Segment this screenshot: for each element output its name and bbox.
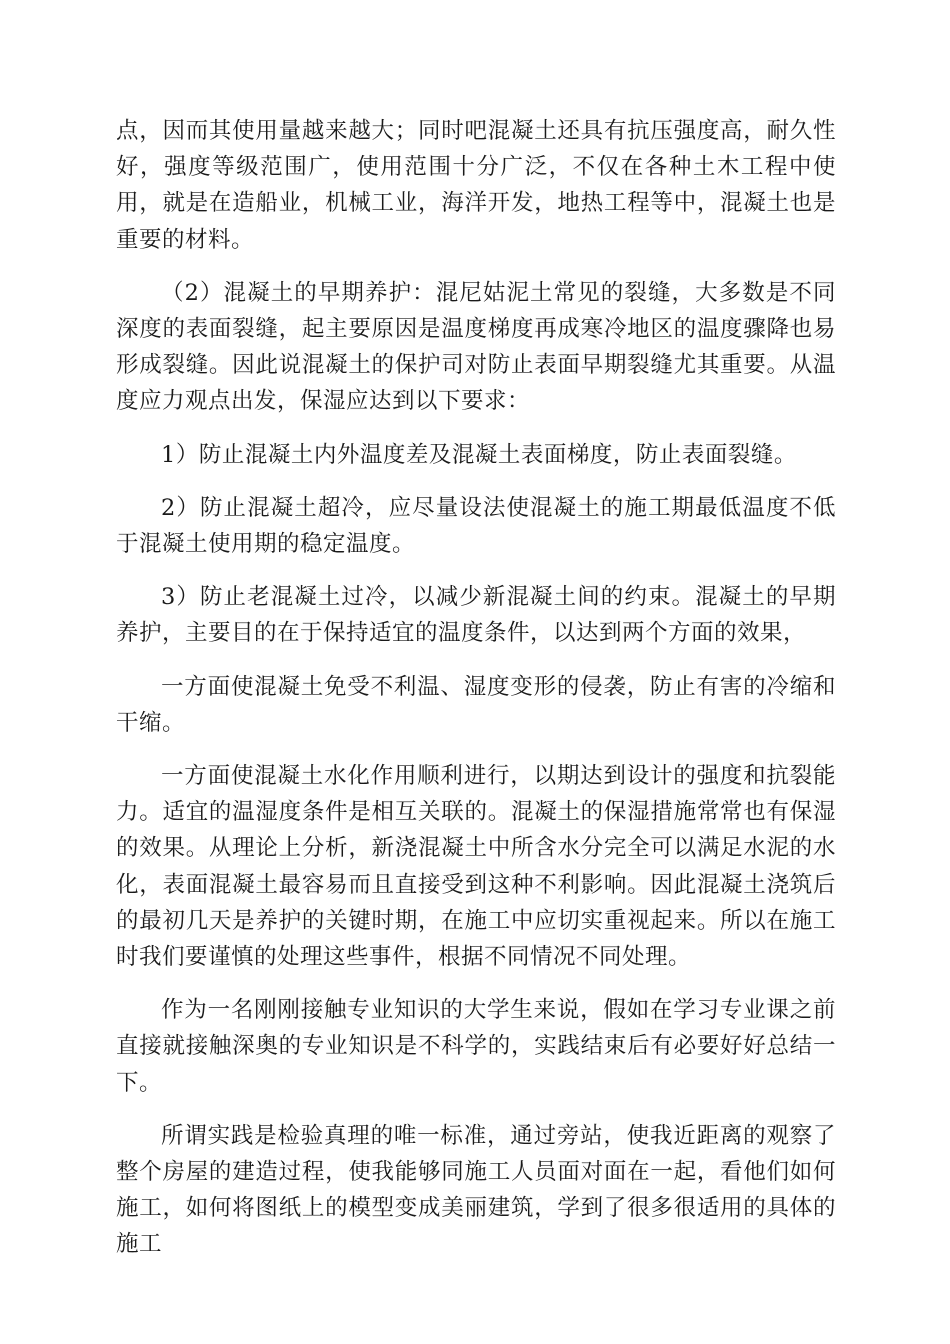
paragraph-early-curing: （2）混凝土的早期养护：混尼姑泥土常见的裂缝，大多数是不同深度的表面裂缝，起主要原因是温度梯度再成寒冷地区的温度骤降也易形成裂缝。因此说混凝土的保护司对防止表面早期裂缝尤其重要。从温度应力观点出发，保湿应达到以下要求： [116,279,836,415]
paragraph-effect-1: 一方面使混凝土免受不利温、湿度变形的侵袭，防止有害的冷缩和干缩。 [116,673,836,736]
document-body [116,113,836,1280]
paragraph-requirement-2: 2）防止混凝土超冷，应尽量设法使混凝土的施工期最低温度不低于混凝土使用期的稳定温度。 [116,494,836,558]
paragraph-concrete-advantages: 点，因而其使用量越来越大；同时吧混凝土还具有抗压强度高，耐久性好，强度等级范围广，使用范围十分广泛，不仅在各种土木工程中使用，就是在造船业，机械工业，海洋开发，地热工程等中，混凝土也是重要的材料。 [116,118,836,253]
paragraph-requirement-1: 1）防止混凝土内外温度差及混凝土表面梯度，防止表面裂缝。 [161,441,797,468]
paragraph-effect-2: 一方面使混凝土水化作用顺利进行，以期达到设计的强度和抗裂能力。适宜的温湿度条件是相互关联的。混凝土的保湿措施常常也有保湿的效果。从理论上分析，新浇混凝土中所含水分完全可以满足水泥的水化，表面混凝土最容易而且直接受到这种不利影响。因此混凝土浇筑后的最初几天是养护的关键时期，在施工中应切实重视起来。所以在施工时我们要谨慎的处理这些事件，根据不同情况不同处理。 [116,763,836,971]
paragraph-practice-summary: 所谓实践是检验真理的唯一标准，通过旁站，使我近距离的观察了整个房屋的建造过程，使我能够同施工人员面对面在一起，看他们如何施工，如何将图纸上的模型变成美丽建筑，学到了很多很适用的具体的施工 [116,1122,836,1258]
paragraph-requirement-3: 3）防止老混凝土过冷，以减少新混凝土间的约束。混凝土的早期养护，主要目的在于保持适宜的温度条件，以达到两个方面的效果， [116,584,836,647]
paragraph-student-reflection: 作为一名刚刚接触专业知识的大学生来说，假如在学习专业课之前直接就接触深奥的专业知识是不科学的，实践结束后有必要好好总结一下。 [116,997,836,1096]
